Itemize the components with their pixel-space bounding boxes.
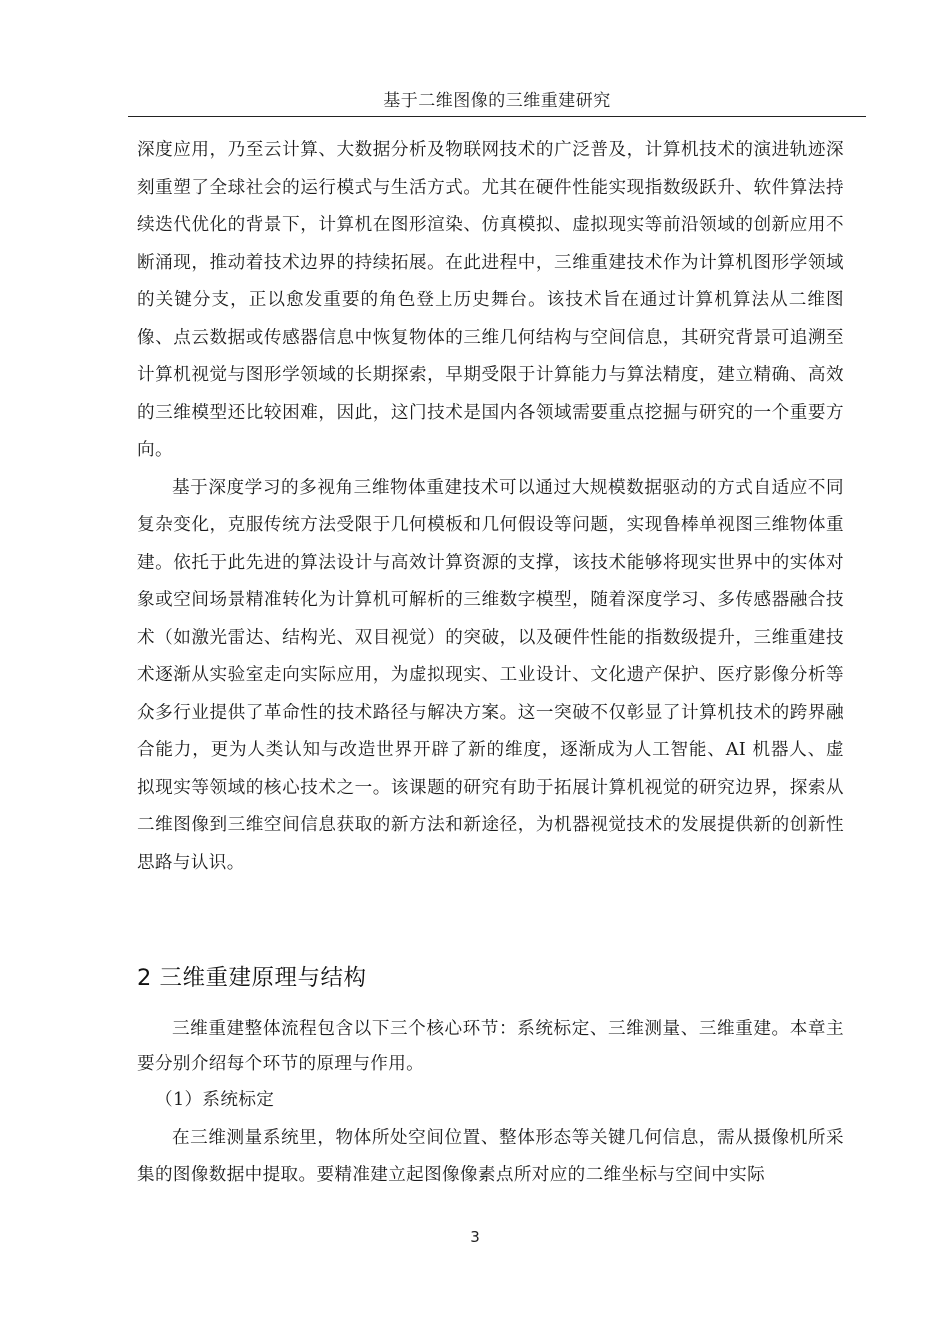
running-header	[128, 88, 866, 117]
subsection-title: （1）系统标定	[155, 1090, 275, 1110]
body-paragraph: 在三维测量系统里，物体所处空间位置、整体形态等关键几何信息，需从摄像机所采集的图像数据中提取。要精准建立起图像像素点所对应的二维坐标与空间中实际	[137, 1127, 844, 1185]
running-header-title: 基于二维图像的三维重建研究	[383, 91, 611, 111]
section-2-body	[137, 1012, 844, 1195]
page-number: 3	[470, 1228, 480, 1246]
section-1-body	[137, 132, 844, 882]
section-heading: 2 三维重建原理与结构	[137, 965, 367, 991]
body-paragraph: 深度应用，乃至云计算、大数据分析及物联网技术的广泛普及，计算机技术的演进轨迹深刻重塑了全球社会的运行模式与生活方式。尤其在硬件性能实现指数级跃升、软件算法持续迭代优化的背景下，计算机在图形渲染、仿真模拟、虚拟现实等前沿领域的创新应用不断涌现，推动着技术边界的持续拓展。在此进程中，三维重建技术作为计算机图形学领域的关键分支，正以愈发重要的角色登上历史舞台。该技术旨在通过计算机算法从二维图像、点云数据或传感器信息中恢复物体的三维几何结构与空间信息，其研究背景可追溯至计算机视觉与图形学领域的长期探索，早期受限于计算能力与算法精度，建立精确、高效的三维模型还比较困难，因此，这门技术是国内各领域需要重点挖掘与研究的一个重要方向。	[137, 140, 844, 460]
body-paragraph: 基于深度学习的多视角三维物体重建技术可以通过大规模数据驱动的方式自适应不同复杂变化，克服传统方法受限于几何模板和几何假设等问题，实现鲁棒单视图三维物体重建。依托于此先进的算法设计与高效计算资源的支撑，该技术能够将现实世界中的实体对象或空间场景精准转化为计算机可解析的三维数字模型，随着深度学习、多传感器融合技术（如激光雷达、结构光、双目视觉）的突破，以及硬件性能的指数级提升，三维重建技术逐渐从实验室走向实际应用，为虚拟现实、工业设计、文化遗产保护、医疗影像分析等众多行业提供了革命性的技术路径与解决方案。这一突破不仅彰显了计算机技术的跨界融合能力，更为人类认知与改造世界开辟了新的维度，逐渐成为人工智能、AI 机器人、虚拟现实等领域的核心技术之一。该课题的研究有助于拓展计算机视觉的研究边界，探索从二维图像到三维空间信息获取的新方法和新途径，为机器视觉技术的发展提供新的创新性思路与认识。	[137, 477, 844, 873]
section-intro-paragraph: 三维重建整体流程包含以下三个核心环节：系统标定、三维测量、三维重建。本章主要分别介绍每个环节的原理与作用。	[137, 1019, 844, 1074]
